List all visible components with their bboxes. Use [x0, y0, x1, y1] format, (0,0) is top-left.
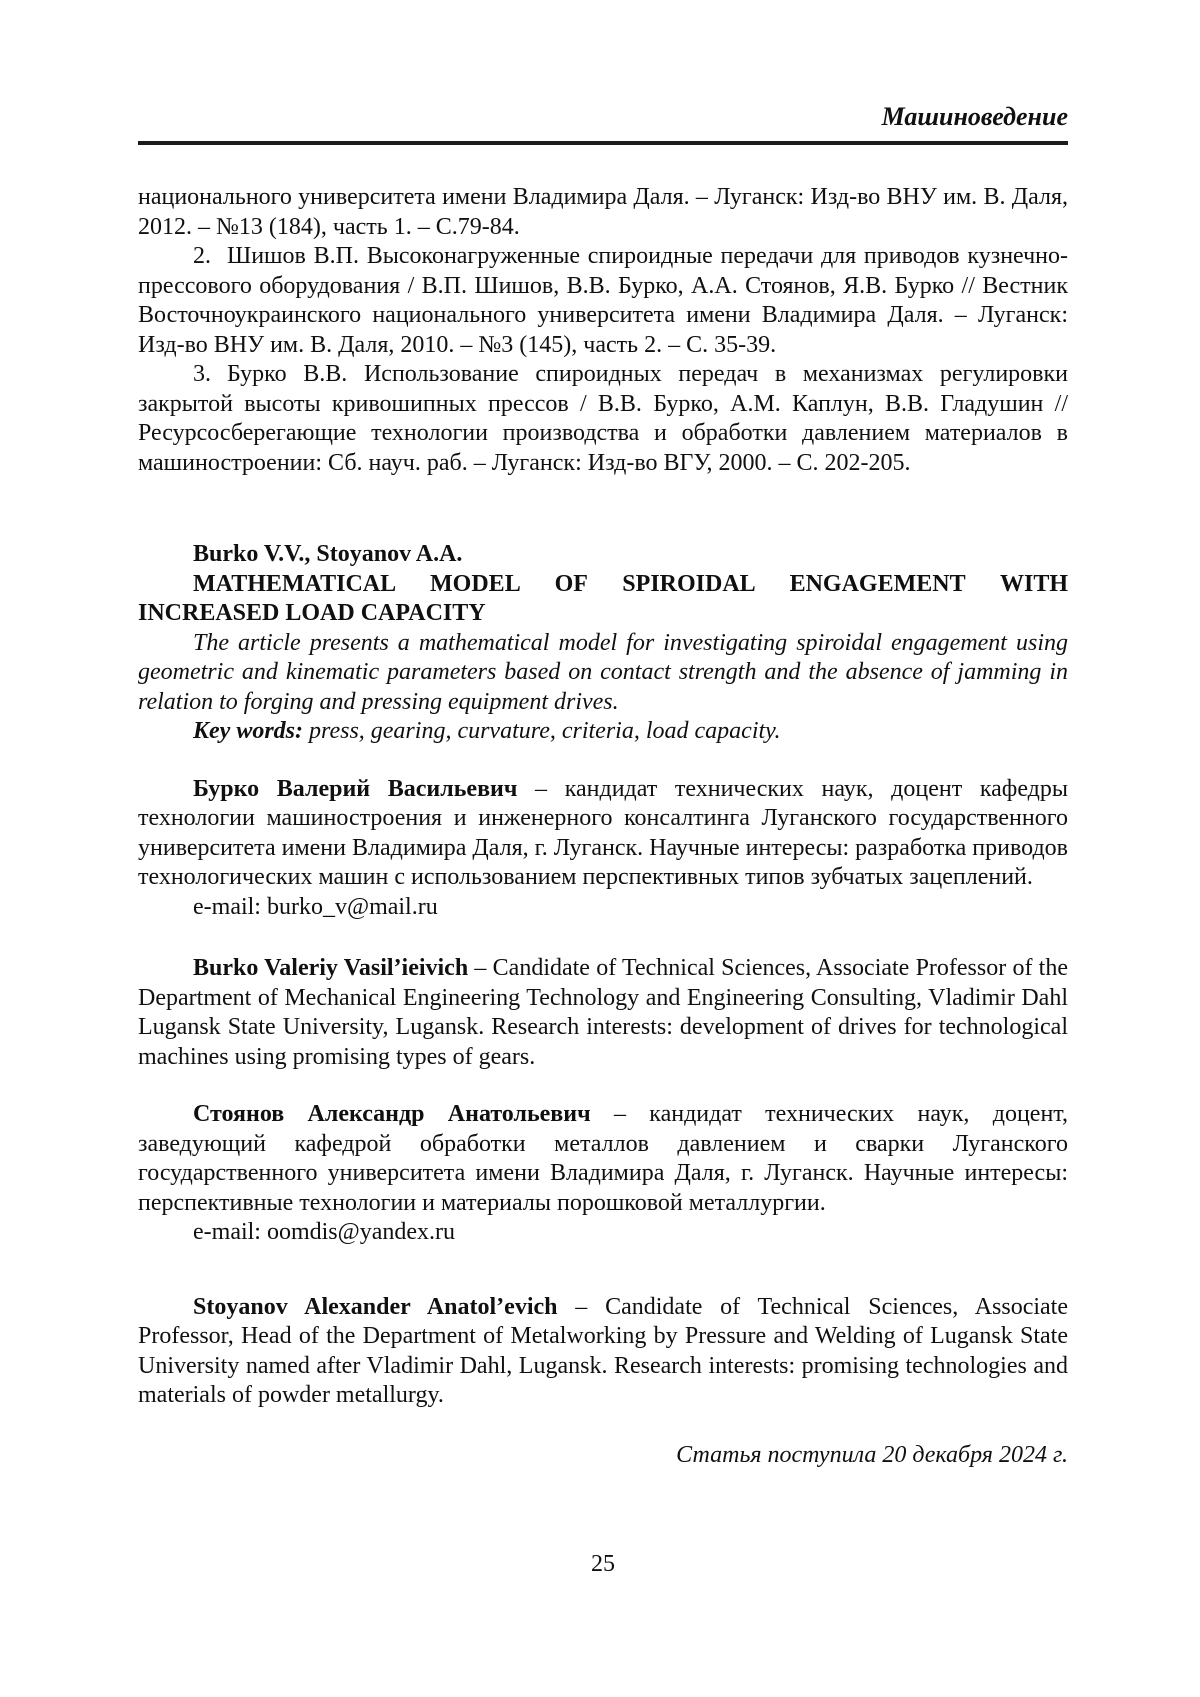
author-bio-stoyanov-ru — [138, 1100, 1068, 1218]
keywords-text: press, gearing, curvature, criteria, load capacity. — [303, 718, 781, 744]
received-date-line — [138, 1441, 1068, 1471]
author-bio-text: – Candidate of Technical Sciences, Associate Professor of the Department of Mechanical Engineering Technology and Engineering Consulting, Vladimir Dahl Lugansk State University, Lugansk. Research interests: development of drives for technological machines using promising types of gears. — [138, 955, 1068, 1070]
reference-text: Шишов В.П. Высоконагруженные спироидные передачи для приводов кузнечно-прессового оборудования / В.П. Шишов, В.В. Бурко, А.А. Стоянов, Я.В. Бурко // Вестник Восточноукраинского национального университета имени Владимира Даля. – Луганск: Изд-во ВНУ им. В. Даля, 2010. – №3 (145), часть 2. – С. 35-39. — [138, 243, 1068, 358]
received-date-text: Статья поступила 20 декабря 2024 г. — [676, 1441, 1068, 1468]
abstract-en — [138, 629, 1068, 718]
reference-number: 3. — [193, 361, 211, 387]
author-name: Стоянов Александр Анатольевич — [193, 1101, 591, 1127]
reference-item — [138, 242, 1068, 360]
author-bio-text: – Candidate of Technical Sciences, Associate Professor, Head of the Department of Metalworking by Pressure and Welding of Lugansk State University named after Vladimir Dahl, Lugansk. Research interests: promising technologies and materials of powder metallurgy. — [138, 1293, 1068, 1408]
author-email-stoyanov — [138, 1218, 1068, 1248]
keywords-label: Key words: — [193, 718, 303, 744]
email-text: e-mail: oomdis@yandex.ru — [193, 1219, 456, 1245]
reference-text: Бурко В.В. Использование спироидных передач в механизмах регулировки закрытой высоты кривошипных прессов / В.В. Бурко, А.М. Каплун, В.В. Гладушин // Ресурсосберегающие технологии производства и обработки давлением материалов в машиностроении: Сб. науч. раб. – Луганск: Изд-во ВГУ, 2000. – С. 202-205. — [138, 361, 1068, 476]
running-head: Машиноведение — [881, 102, 1068, 131]
abstract-authors-line — [138, 540, 1068, 570]
author-bio-burko-en — [138, 954, 1068, 1072]
author-name: Stoyanov Alexander Anatol’evich — [193, 1293, 558, 1320]
article-title-text: MATHEMATICAL MODEL OF SPIROIDAL ENGAGEMENT WITH INCREASED LOAD CAPACITY — [138, 570, 1068, 626]
author-email-burko — [138, 893, 1068, 923]
author-name: Бурко Валерий Васильевич — [193, 775, 518, 802]
page-number-text: 25 — [591, 1551, 615, 1577]
reference-continuation — [138, 183, 1068, 242]
author-bio-text: – кандидат технических наук, доцент, заведующий кафедрой обработки металлов давлением и сварки Луганского государственного университета имени Владимира Даля, г. Луганск. Научные интересы: перспективные технологии и материалы порошковой металлургии. — [138, 1101, 1068, 1216]
header-rule — [138, 141, 1068, 145]
article-title-en — [138, 570, 1068, 629]
reference-number: 2. — [193, 243, 211, 269]
page-number — [138, 1550, 1068, 1580]
abstract-text: The article presents a mathematical model for investigating spiroidal engagement using geometric and kinematic parameters based on contact strength and the absence of jamming in relation to forging and pressing equipment drives. — [138, 629, 1068, 715]
abstract-authors-text: Burko V.V., Stoyanov A.A. — [193, 541, 463, 567]
author-name: Burko Valeriy Vasil’ieivich — [193, 955, 469, 981]
reference-item — [138, 360, 1068, 478]
reference-continuation-text: национального университета имени Владимира Даля. – Луганск: Изд-во ВНУ им. В. Даля, 2012. – №13 (184), часть 1. – С.79-84. — [138, 184, 1068, 240]
email-text: e-mail: burko_v@mail.ru — [193, 893, 438, 920]
author-bio-text: – кандидат технических наук, доцент кафедры технологии машиностроения и инженерного консалтинга Луганского государственного университета имени Владимира Даля, г. Луганск. Научные интересы: разработка приводов технологических машин с использованием перспективных типов зубчатых зацеплений. — [138, 775, 1068, 890]
author-bio-burko-ru — [138, 775, 1068, 893]
author-bio-stoyanov-en — [138, 1293, 1068, 1411]
keywords-line — [138, 717, 1068, 747]
